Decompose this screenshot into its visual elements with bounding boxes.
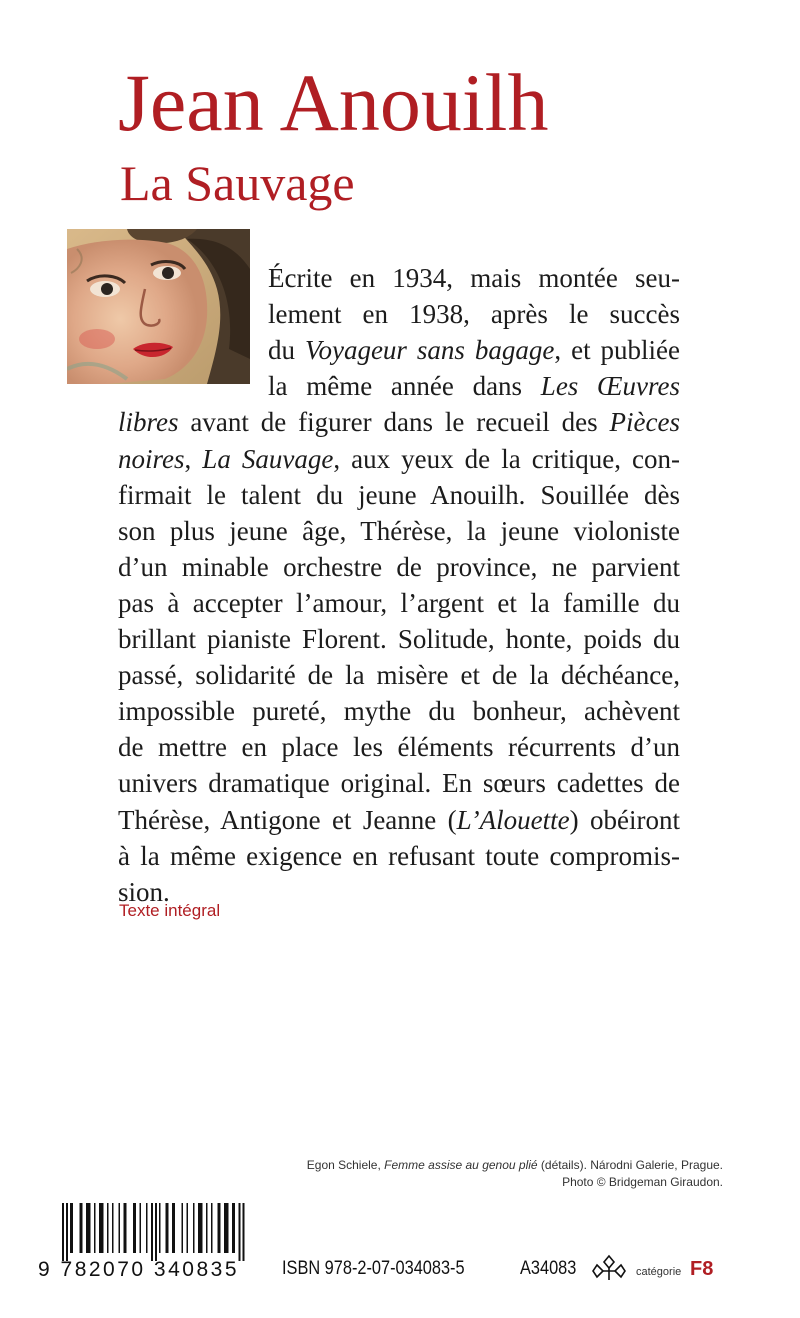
blurb-segment: son plus jeune âge, Thérèse, la jeune violoniste	[118, 515, 680, 546]
blurb-italic-segment: noires	[118, 443, 185, 474]
blurb-segment: sion.	[118, 876, 170, 907]
blurb-segment: Écrite en 1934, mais montée seu-	[268, 263, 680, 293]
blurb-segment: passé, solidarité de la misère et de la déchéance,	[118, 660, 680, 691]
integral-text-label: Texte intégral	[119, 901, 221, 920]
blurb-italic-segment: Voyageur sans bagage	[304, 335, 555, 366]
blurb-line	[118, 551, 680, 582]
barcode-bar	[70, 1203, 73, 1253]
barcode-bar	[140, 1203, 142, 1253]
barcode-bar	[243, 1203, 245, 1261]
blurb-segment: Thérèse, Antigone et Jeanne (	[118, 804, 457, 835]
barcode-bar	[211, 1203, 213, 1253]
blurb-line	[118, 804, 680, 835]
barcode-bar	[182, 1203, 184, 1253]
barcode-digits: 9 782070 340835	[38, 1258, 239, 1281]
cover-painting-image	[67, 229, 250, 384]
barcode-graphic	[60, 1203, 260, 1261]
barcode-bar	[198, 1203, 203, 1253]
barcode-bar	[218, 1203, 221, 1253]
blurb-segment: à la même exigence en refusant toute compromis-	[118, 840, 680, 871]
blurb-segment: la même année dans	[268, 371, 541, 402]
barcode-bar	[99, 1203, 104, 1253]
book-title: La Sauvage	[120, 155, 355, 211]
barcode-bar	[146, 1203, 148, 1253]
barcode-bar	[224, 1203, 229, 1253]
author-name: Jean Anouilh	[118, 57, 549, 148]
barcode-bar	[62, 1203, 64, 1261]
blurb-line	[268, 265, 680, 292]
barcode-bar	[119, 1203, 121, 1253]
credit-prefix: Egon Schiele,	[306, 1158, 385, 1172]
barcode-bar	[155, 1203, 157, 1261]
blurb-segment: firmait le talent du jeune Anouilh. Souillée dès	[118, 479, 680, 510]
blurb-line	[118, 734, 680, 761]
blurb-line	[118, 443, 680, 474]
category-value: F8	[690, 1258, 714, 1280]
painting-credit	[203, 1158, 723, 1172]
blurb-segment: pas à accepter l’amour, l’argent et la famille du	[118, 587, 680, 618]
publisher-logo-icon	[592, 1253, 626, 1283]
barcode-bar	[232, 1203, 235, 1253]
photo-credit: Photo © Bridgeman Giraudon.	[562, 1175, 723, 1189]
blurb-italic-segment: Pièces	[609, 407, 680, 438]
blurb-line	[268, 337, 680, 364]
blurb-italic-segment: libres	[118, 407, 179, 438]
blurb-segment: ) obéiront	[569, 804, 680, 835]
blurb-segment: lement en 1938, après le succès	[268, 299, 680, 330]
product-code: A34083	[520, 1258, 577, 1279]
barcode-bar	[187, 1203, 189, 1253]
barcode-bar	[159, 1203, 161, 1253]
barcode-bar	[112, 1203, 114, 1253]
barcode-bar	[151, 1203, 153, 1261]
credit-painting-title: Femme assise au genou plié	[384, 1158, 538, 1172]
blurb-italic-segment: Les Œuvres	[540, 371, 680, 402]
blurb-segment: , aux yeux de la critique, con-	[333, 443, 680, 474]
blurb-segment: ,	[184, 443, 203, 474]
blurb-segment: impossible pureté, mythe du bonheur, achèvent	[118, 696, 680, 727]
blurb-line	[118, 479, 680, 510]
category-label: catégorie	[636, 1266, 682, 1278]
blurb-segment: , et publiée	[554, 335, 680, 366]
blurb-line	[118, 770, 680, 797]
barcode-bar	[107, 1203, 109, 1253]
barcode-bar	[172, 1203, 175, 1253]
barcode-bar	[94, 1203, 96, 1253]
blurb-line	[118, 698, 680, 725]
blurb-segment: d’un minable orchestre de province, ne parvient	[118, 551, 680, 582]
blurb-italic-segment: L’Alouette	[456, 804, 570, 835]
barcode-bar	[124, 1203, 127, 1253]
barcode-bar	[66, 1203, 68, 1261]
blurb-segment: avant de figurer dans le recueil des	[178, 407, 610, 438]
blurb-line	[118, 515, 680, 546]
blurb-line	[118, 840, 680, 871]
blurb-line	[118, 587, 680, 618]
barcode-bar	[80, 1203, 83, 1253]
barcode-bar	[133, 1203, 136, 1253]
blurb-italic-segment: La Sauvage	[202, 443, 334, 474]
barcode-bar	[86, 1203, 91, 1253]
blurb-segment: du	[268, 335, 305, 366]
blurb-segment: univers dramatique original. En sœurs cadettes de	[118, 768, 680, 799]
credit-suffix: (détails). Národni Galerie, Prague.	[537, 1158, 723, 1172]
barcode-bar	[206, 1203, 208, 1253]
blurb-line	[118, 662, 680, 689]
blurb-segment: de mettre en place les éléments récurrents d’un	[118, 732, 680, 763]
barcode-bar	[239, 1203, 241, 1261]
blurb-line	[118, 626, 680, 653]
isbn-number: ISBN 978-2-07-034083-5	[282, 1258, 465, 1279]
blurb-segment: brillant pianiste Florent. Solitude, honte, poids du	[118, 624, 680, 654]
barcode-bar	[193, 1203, 195, 1253]
barcode-bar	[166, 1203, 169, 1253]
blurb-line	[268, 373, 680, 400]
blurb-line	[118, 409, 680, 436]
blurb-line	[268, 301, 680, 328]
